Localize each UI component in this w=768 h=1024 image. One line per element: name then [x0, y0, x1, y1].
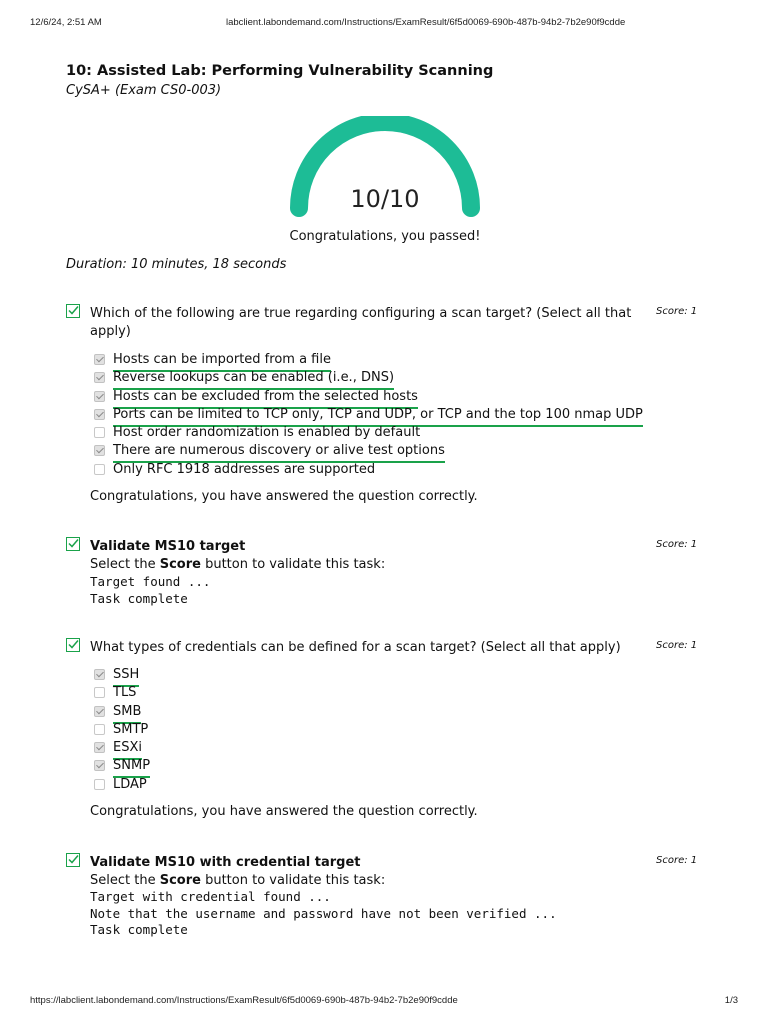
- correct-check-icon: [66, 537, 80, 551]
- question-score: Score: 1: [656, 306, 698, 317]
- question-text: Which of the following are true regarding configuring a scan target? (Select all that apply): [90, 306, 632, 339]
- print-header: [30, 17, 738, 31]
- option-checkbox[interactable]: [94, 391, 105, 402]
- option-label: SSH: [113, 666, 139, 687]
- question-score: Score: 1: [656, 640, 698, 651]
- question-score: Score: 1: [656, 539, 698, 550]
- duration: Duration: 10 minutes, 18 seconds: [66, 257, 287, 272]
- option-label: Hosts can be excluded from the selected hosts: [113, 388, 418, 409]
- correct-check-icon: [66, 853, 80, 867]
- option-label: Hosts can be imported from a file: [113, 351, 331, 372]
- option-label: Reverse lookups can be enabled (i.e., DNS): [113, 369, 394, 390]
- option-checkbox[interactable]: [94, 669, 105, 680]
- option-label: Only RFC 1918 addresses are supported: [113, 461, 376, 477]
- feedback-message: Congratulations, you have answered the question correctly.: [90, 489, 478, 504]
- result-message: Congratulations, you passed!: [289, 229, 481, 244]
- question-score: Score: 1: [656, 855, 698, 866]
- task-instruction: Select the Score button to validate this task:: [90, 557, 386, 572]
- footer-url: https://labclient.labondemand.com/Instructions/ExamResult/6f5d0069-690b-487b-94b2-7b2e90f9cdde: [30, 995, 458, 1006]
- option-checkbox[interactable]: [94, 760, 105, 771]
- option-label: SMB: [113, 703, 141, 724]
- print-footer: [30, 995, 738, 1009]
- score-value: 10/10: [350, 185, 420, 213]
- lab-subtitle: CySA+ (Exam CS0-003): [66, 83, 222, 98]
- task-instruction: Select the Score button to validate this task:: [90, 873, 386, 888]
- lab-title: 10: Assisted Lab: Performing Vulnerability Scanning: [66, 63, 494, 79]
- question-text: What types of credentials can be defined for a scan target? (Select all that apply): [90, 640, 621, 655]
- score-button-ref: Score: [159, 873, 201, 888]
- task-title: Validate MS10 with credential target: [90, 855, 361, 870]
- option-checkbox[interactable]: [94, 354, 105, 365]
- option-label: TLS: [113, 685, 137, 701]
- option-checkbox[interactable]: [94, 372, 105, 383]
- print-url: labclient.labondemand.com/Instructions/ExamResult/6f5d0069-690b-487b-94b2-7b2e90f9cdde: [226, 17, 626, 28]
- option-label: Ports can be limited to TCP only, TCP and UDP, or TCP and the top 100 nmap UDP: [113, 406, 643, 427]
- feedback-message: Congratulations, you have answered the question correctly.: [90, 804, 478, 819]
- option-label: ESXi: [113, 739, 142, 760]
- option-checkbox[interactable]: [94, 409, 105, 420]
- option-checkbox[interactable]: [94, 427, 105, 438]
- option-label: LDAP: [113, 776, 147, 792]
- page-number: 1/3: [724, 995, 738, 1006]
- option-checkbox[interactable]: [94, 742, 105, 753]
- task-output: Target found ... Task complete: [90, 574, 211, 606]
- task-output: Target with credential found ... Note that the username and password have not been verified ... Task complete: [90, 889, 557, 937]
- option-label: There are numerous discovery or alive test options: [113, 442, 445, 463]
- score-button-ref: Score: [159, 557, 201, 572]
- option-label: SNMP: [113, 757, 150, 778]
- correct-check-icon: [66, 638, 80, 652]
- option-checkbox[interactable]: [94, 687, 105, 698]
- option-checkbox[interactable]: [94, 464, 105, 475]
- option-checkbox[interactable]: [94, 779, 105, 790]
- option-label: SMTP: [113, 721, 149, 737]
- correct-check-icon: [66, 304, 80, 318]
- option-checkbox[interactable]: [94, 445, 105, 456]
- option-checkbox[interactable]: [94, 706, 105, 717]
- option-checkbox[interactable]: [94, 724, 105, 735]
- task-title: Validate MS10 target: [90, 539, 246, 554]
- option-label: Host order randomization is enabled by default: [113, 425, 421, 441]
- print-datetime: 12/6/24, 2:51 AM: [30, 17, 102, 28]
